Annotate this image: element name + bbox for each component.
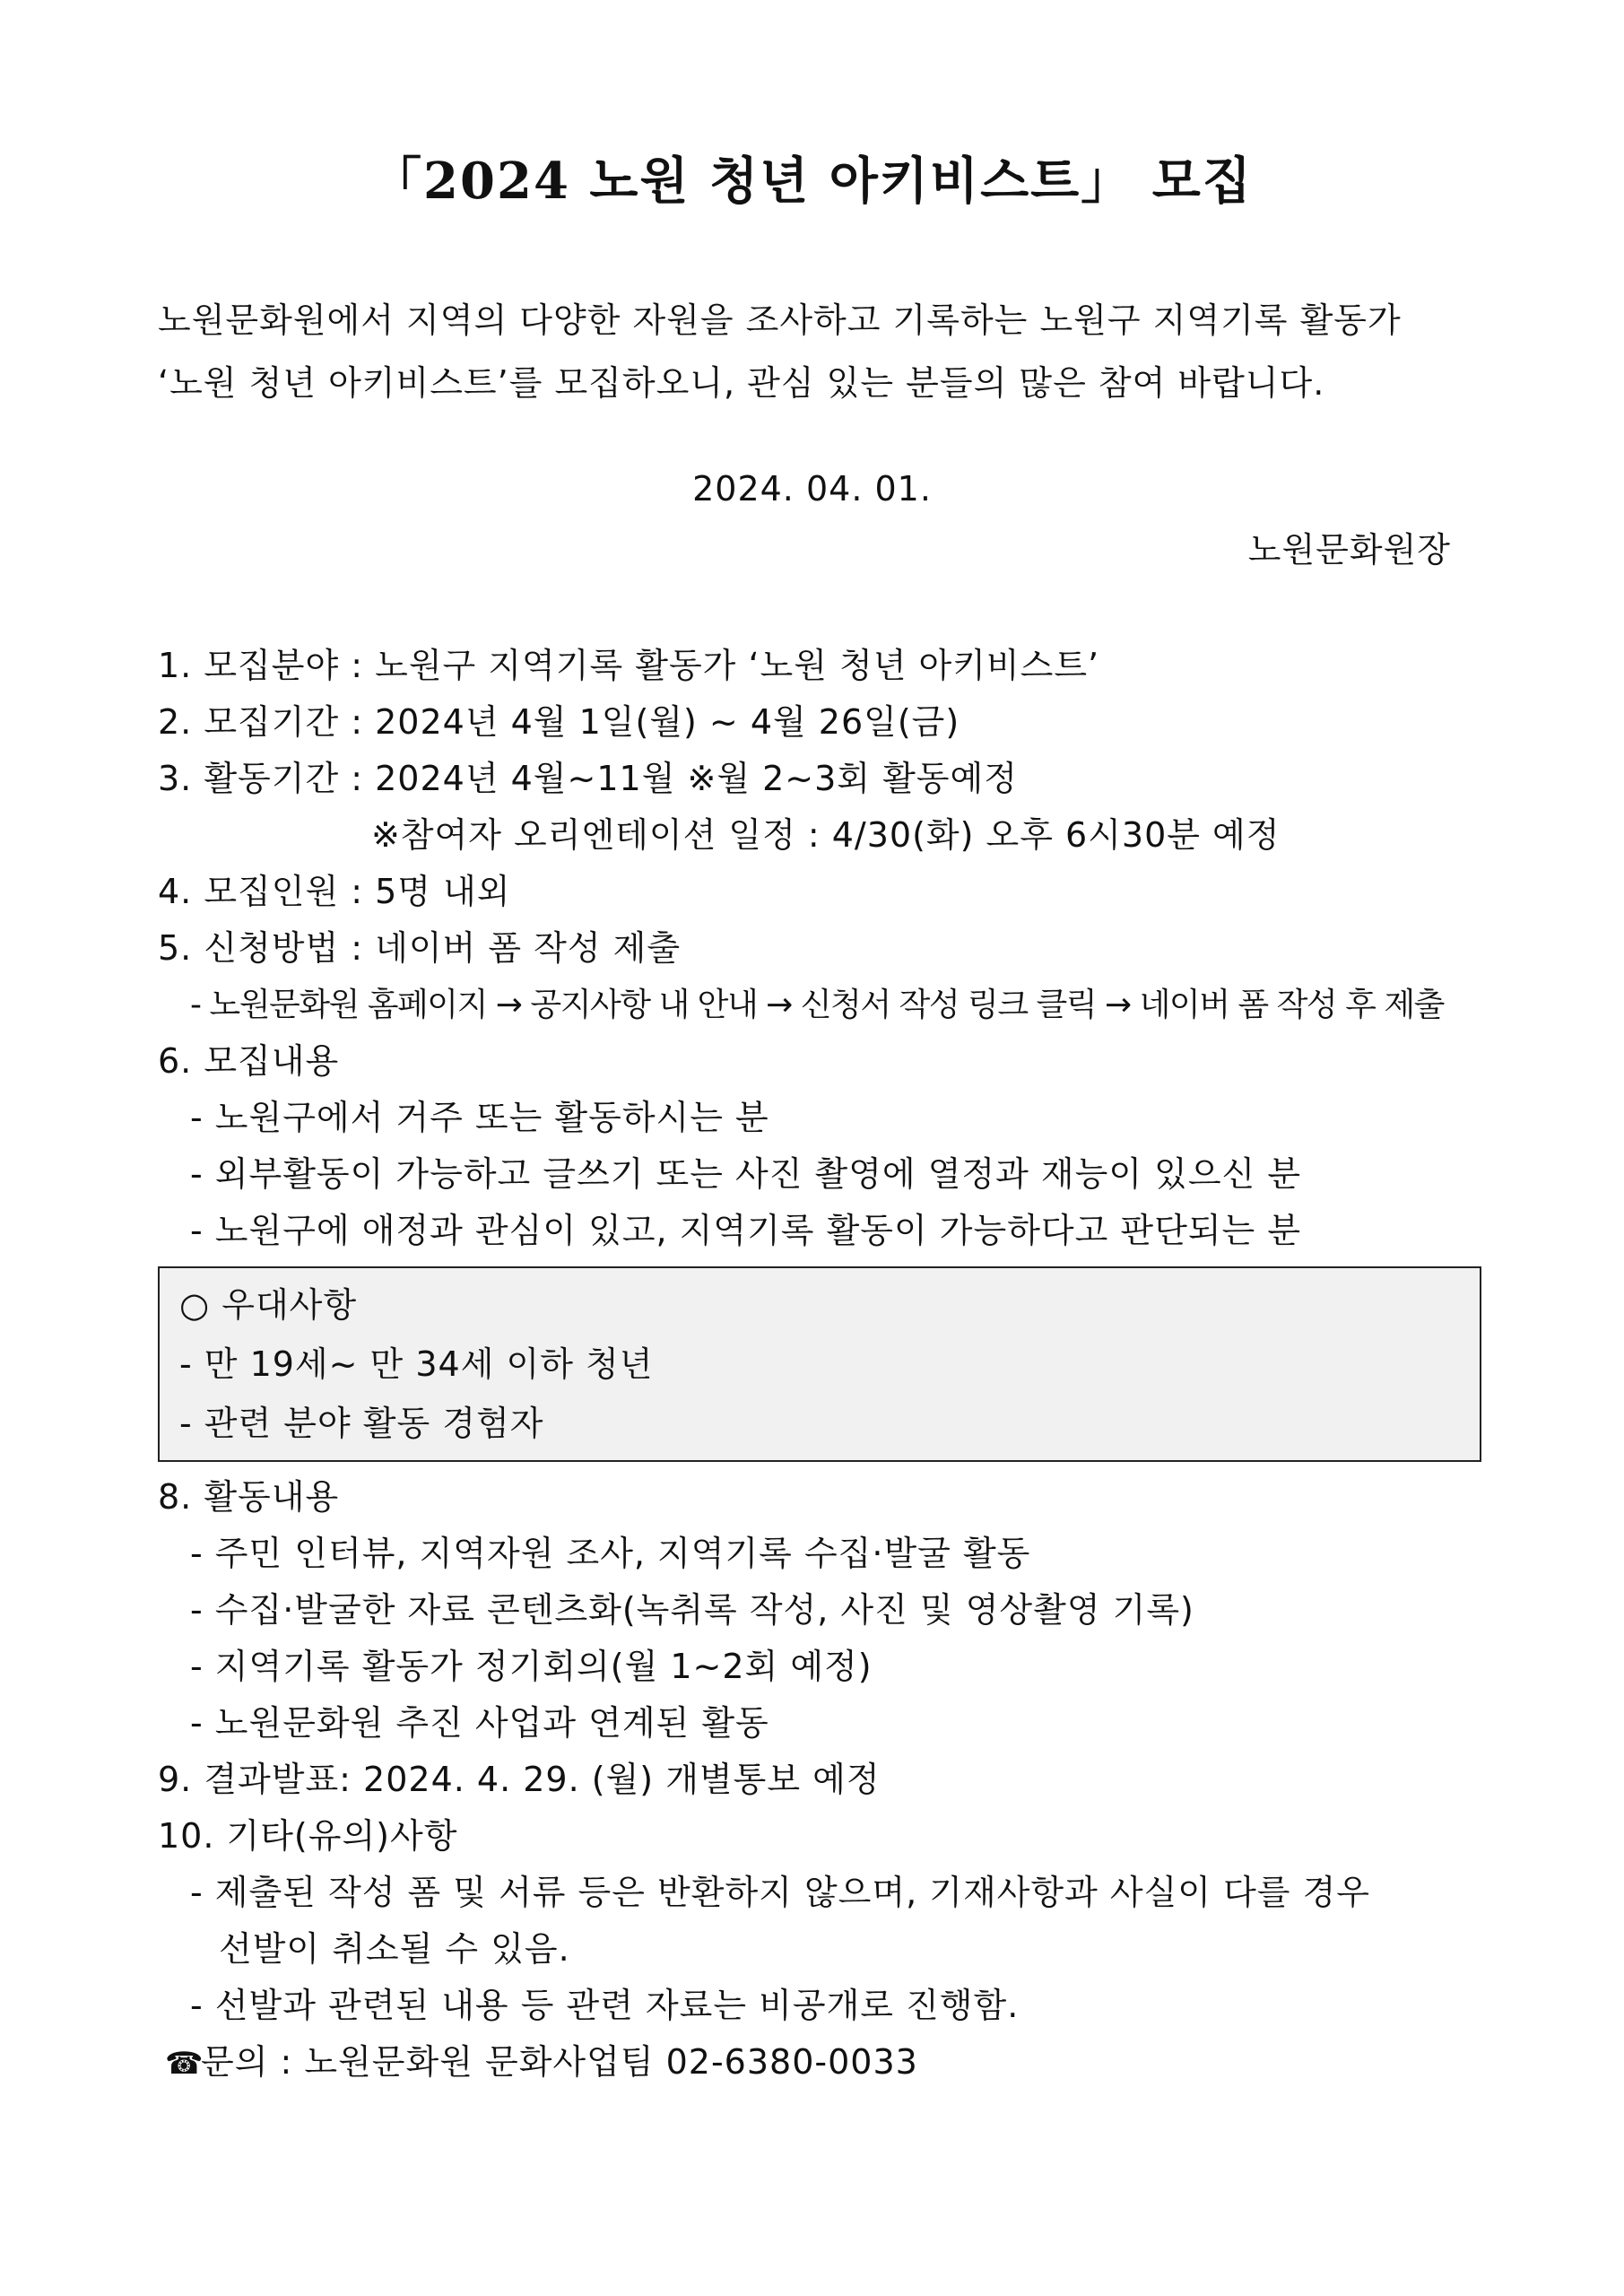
contact-text: 문의 : 노원문화원 문화사업팀 02-6380-0033: [201, 2042, 918, 2082]
item-application-steps: - 노원문화원 홈페이지 → 공지사항 내 안내 → 신청서 작성 링크 클릭 → 네이버 폼 작성 후 제출: [190, 987, 1444, 1023]
intro-paragraph: [158, 289, 1485, 414]
item-activity-period: 3. 활동기간 : 2024년 4월~11월 ※월 2~3회 활동예정: [158, 759, 1018, 798]
item-headcount: 4. 모집인원 : 5명 내외: [158, 872, 511, 911]
intro-line: 노원문화원에서 지역의 다양한 자원을 조사하고 기록하는 노원구 지역기록 활동가: [158, 300, 1402, 340]
activity-line: - 주민 인터뷰, 지역자원 조사, 지역기록 수집·발굴 활동: [190, 1534, 1031, 1573]
recruitment-details: [158, 638, 1485, 2091]
preference-line: - 만 19세~ 만 34세 이하 청년: [179, 1344, 654, 1384]
preference-line: - 관련 분야 활동 경험자: [179, 1404, 544, 1443]
preference-box: [158, 1266, 1481, 1462]
activity-line: - 지역기록 활동가 정기회의(월 1~2회 예정): [190, 1647, 873, 1686]
eligibility-line: - 노원구에서 거주 또는 활동하시는 분: [190, 1098, 769, 1137]
notes-line: - 선발과 관련된 내용 등 관련 자료는 비공개로 진행함.: [190, 1986, 1020, 2025]
contact-line: [158, 2034, 1485, 2091]
activity-line: - 노원문화원 추진 사업과 연계된 활동: [190, 1703, 769, 1743]
document-date: 2024. 04. 01.: [692, 469, 932, 509]
item-results: 9. 결과발표: 2024. 4. 29. (월) 개별통보 예정: [158, 1760, 881, 1799]
preference-heading: ○ 우대사항: [179, 1285, 358, 1325]
item-application-method: 5. 신청방법 : 네이버 폼 작성 제출: [158, 928, 682, 968]
item-period: 2. 모집기간 : 2024년 4월 1일(월) ~ 4월 26일(금): [158, 702, 960, 742]
notes-line: 선발이 취소될 수 있음.: [219, 1929, 570, 1969]
item-orientation-note: ※참여자 오리엔테이션 일정 : 4/30(화) 오후 6시30분 예정: [371, 815, 1281, 855]
item-activities: 8. 활동내용: [158, 1477, 340, 1517]
eligibility-line: - 노원구에 애정과 관심이 있고, 지역기록 활동이 가능하다고 판단되는 분: [190, 1211, 1302, 1250]
item-notes: 10. 기타(유의)사항: [158, 1816, 458, 1856]
document-title: 「2024 노원 청년 아키비스트」 모집: [371, 152, 1253, 211]
intro-line: ‘노원 청년 아키비스트’를 모집하오니, 관심 있는 분들의 많은 참여 바랍니다.: [158, 363, 1325, 403]
activity-line: - 수집·발굴한 자료 콘텐츠화(녹취록 작성, 사진 및 영상촬영 기록): [190, 1590, 1194, 1630]
item-field: 1. 모집분야 : 노원구 지역기록 활동가 ‘노원 청년 아키비스트’: [158, 646, 1100, 685]
notes-line: - 제출된 작성 폼 및 서류 등은 반환하지 않으며, 기재사항과 사실이 다를 경우: [190, 1873, 1370, 1912]
issuer: 노원문화원장: [1247, 530, 1451, 570]
phone-icon: ☎: [165, 2046, 204, 2082]
eligibility-line: - 외부활동이 가능하고 글쓰기 또는 사진 촬영에 열정과 재능이 있으신 분: [190, 1154, 1302, 1194]
item-eligibility: 6. 모집내용: [158, 1041, 340, 1081]
